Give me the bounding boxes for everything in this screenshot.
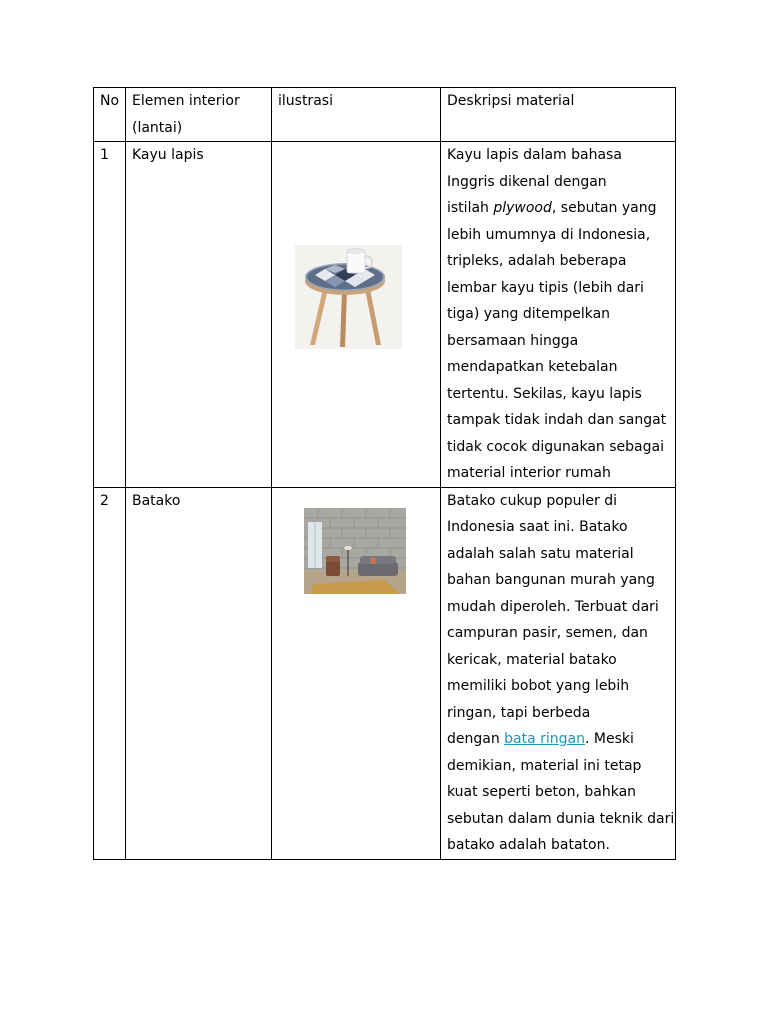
desc-line: tiga) yang ditempelkan (447, 306, 611, 322)
desc-line: tertentu. Sekilas, kayu lapis (447, 385, 642, 402)
row-element-text: Kayu lapis (132, 147, 204, 163)
desc-line: lembar kayu tipis (lebih dari (447, 279, 644, 296)
desc-line: memiliki bobot yang lebih (447, 678, 630, 694)
bata-ringan-link[interactable]: bata ringan (504, 731, 586, 747)
row-illustration (272, 142, 441, 488)
plywood-table-image (295, 245, 402, 349)
table-header-row (94, 88, 676, 142)
batako-room-image (304, 508, 406, 594)
desc-line: Inggris dikenal dengan (447, 173, 607, 190)
row-element-text: Batako (132, 492, 181, 509)
header-description (441, 88, 676, 142)
row-illustration (272, 487, 441, 859)
row-description (441, 487, 676, 859)
header-element-line2: (lantai) (132, 119, 183, 136)
desc-text: , sebutan yang (551, 200, 657, 216)
desc-line: Kayu lapis dalam bahasa (447, 147, 622, 163)
desc-line (447, 195, 669, 222)
desc-line: Batako cukup populer di (447, 492, 618, 509)
desc-line: kericak, material batako (447, 651, 617, 668)
desc-line: tampak tidak indah dan sangat (447, 412, 667, 428)
material-table (93, 87, 676, 860)
desc-text: dengan (447, 731, 505, 747)
desc-line: tidak cocok digunakan sebagai (447, 438, 664, 455)
desc-line: tripleks, adalah beberapa (447, 253, 627, 269)
desc-line: Indonesia saat ini. Batako (447, 519, 628, 535)
desc-line (447, 726, 669, 753)
table-row (94, 142, 676, 488)
header-no-text: No (100, 93, 120, 109)
desc-line: sebutan dalam dunia teknik dari (447, 810, 675, 827)
desc-line: ringan, tapi berbeda (447, 704, 591, 721)
row-no (94, 487, 126, 859)
desc-line: adalah salah satu material (447, 545, 634, 562)
desc-line: demikian, material ini tetap (447, 757, 642, 774)
table-row (94, 487, 676, 859)
desc-line: bahan bangunan murah yang (447, 572, 655, 588)
row-description (441, 142, 676, 488)
row-element (126, 487, 272, 859)
row-no (94, 142, 126, 488)
header-no (94, 88, 126, 142)
desc-text: istilah (447, 200, 494, 216)
desc-line: bersamaan hingga (447, 332, 579, 349)
desc-italic-term: plywood (493, 200, 552, 216)
header-illustration-text: ilustrasi (278, 93, 333, 109)
row-element (126, 142, 272, 488)
header-illustration (272, 88, 441, 142)
desc-line: mudah diperoleh. Terbuat dari (447, 598, 659, 615)
desc-line: mendapatkan ketebalan (447, 359, 618, 375)
row-no-text: 2 (100, 492, 109, 509)
row-no-text: 1 (100, 147, 109, 163)
header-element-line1: Elemen interior (132, 93, 240, 109)
header-element (126, 88, 272, 142)
header-description-text: Deskripsi material (447, 93, 575, 109)
desc-line: campuran pasir, semen, dan (447, 625, 648, 641)
desc-line: material interior rumah (447, 465, 611, 481)
desc-line: batako adalah bataton. (447, 837, 610, 853)
desc-line: lebih umumnya di Indonesia, (447, 226, 651, 243)
desc-line: kuat seperti beton, bahkan (447, 784, 637, 800)
desc-text: . Meski (585, 731, 634, 747)
